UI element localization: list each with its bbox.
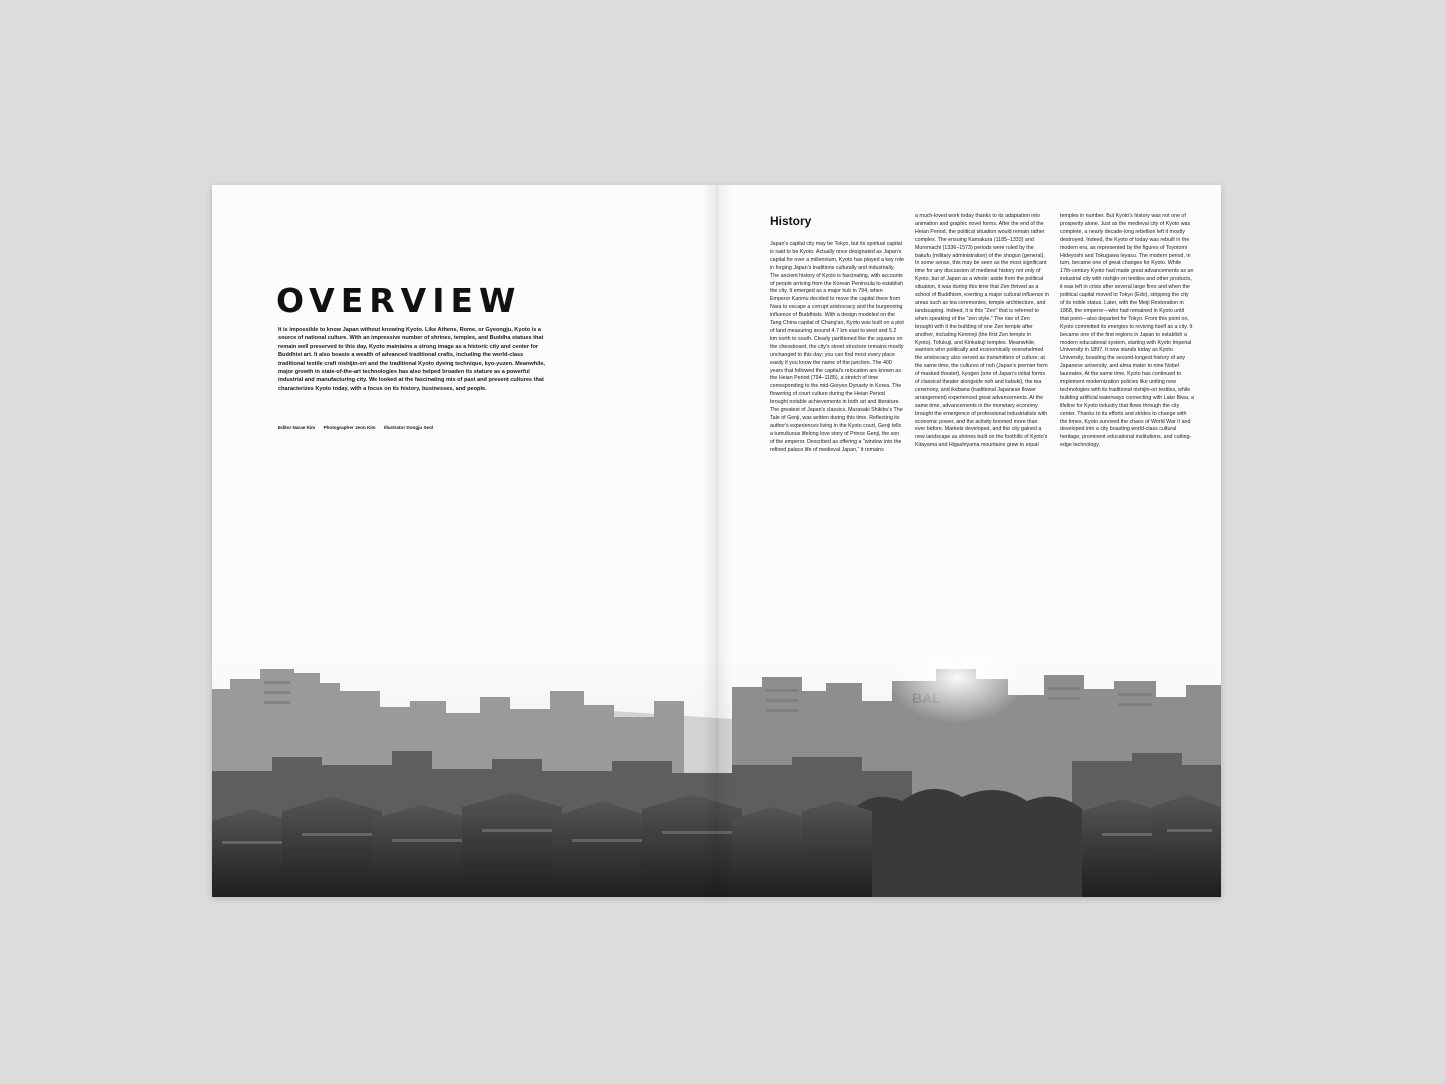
- history-column-2: a much-loved work today thanks to its adaptation into animation and graphic novel forms. After the end of the Heian Period, the political situation would remain rather complex. The ensuing Kamakura (1185–1333) and Muromachi (1336–1573) periods were ruled by the bakufu (military administration) of the shogun (general). In some sense, this may be seen as the most significant time for any discussion of medieval history not only of Kyoto, but of Japan as a whole: aside from the political situation, it was during this time that Zen thrived as a school of Buddhism, exerting a major cultural influence in areas such as tea ceremonies, temple architecture, and landscaping. Indeed, it is this "Zen" that is referred to when speaking of the "zen style." The rise of Zen brought with it the building of one Zen temple after another, including Kenninji (the first Zen temple in Kyoto), Tofukuji, and Kinkakuji temples. Meanwhile, warriors who politically and economically overwhelmed the aristocracy also served as transmitters of culture; at the same time, the cultures of noh (Japan's premier form of masked theater), kyogen (one of Japan's initial forms of classical theater alongside noh and kabuki), the tea ceremony, and ikebana (traditional Japanese flower arrangement) experienced great advancements. At the same time, advancements in the monetary economy brought the emergence of professional industrialists with economic power, and the activity boomed more than ever before. Markets developed, and the city gained a new landscape as shrines built on the foothills of Kyoto's Kitayama and Higashiyama mountains grew to equal: [915, 213, 1049, 449]
- credits-line: [278, 425, 548, 430]
- history-column-3: temples in number. But Kyoto's history was not one of prosperity alone. Just as the medieval city of Kyoto was complete, a nearly decade-long rebellion left it mostly destroyed. Indeed, the Kyoto of today was rebuilt in the modern era, as represented by the figures of Toyotomi Hideyoshi and Tokugawa Ieyasu. The modern period, in turn, became one of great changes for Kyoto. While 17th-century Kyoto had made great advancements as an industrial city with nishijin-ori textiles and other products, it was left in crisis after several large fires and when the political capital moved to Tokyo (Edo), stripping the city of its noble status. Later, with the Meiji Restoration in 1868, the emperor—who had remained in Kyoto until that point—also departed for Tokyo. From this point on, Kyoto committed its energies to reviving itself as a city. It became one of the first regions in Japan to establish a modern educational system, starting with Kyoto Imperial University in 1897. It now stands today as Kyoto University, boasting the second-longest history of any Japanese university, and alma mater to nine Nobel laureates. At the same time, Kyoto has continued to implement modernization policies like uniting new technologies with its traditional nishijin-ori textiles, while building artificial waterways connecting with Lake Biwa, a lifeline for Kyoto industry that flows through the city center. Thanks to its efforts and strides to change with the times, Kyoto survived the chaos of World War II and developed into a city boasting world-class cultural heritage, prominent educational institutions, and cutting-edge technology.: [1060, 213, 1194, 449]
- page-title: OVERVIEW: [276, 281, 522, 320]
- section-heading-history: History: [770, 214, 812, 228]
- intro-paragraph: It is impossible to know Japan without knowing Kyoto. Like Athens, Rome, or Gyeongju, Kyoto is a source of national culture. With an impressive number of shrines, temples, and Buddha statues that remain well preserved to this day, Kyoto maintains a strong image as a historic city and center for Buddhist art. It also boasts a wealth of advanced traditional crafts, including the world-class traditional textile craft nishijin-ori and the traditional Kyoto dyeing technique, kyo-yuzen. Meanwhile, major growth in state-of-the-art technologies has also helped broaden its stature as a powerful industrial and manufacturing city. We looked at the fascinating mix of past and present cultures that characterizes Kyoto today, with a focus on its history, businesses, and people.: [278, 327, 545, 392]
- credit-editor: Editor Narae Kim: [278, 425, 316, 430]
- magazine-spread: [212, 185, 1221, 897]
- credit-illustrator: Illustrator Dongju Seol: [383, 425, 434, 430]
- credit-photographer: Photographer Jeon Kim: [323, 425, 376, 430]
- history-column-1: Japan's capital city may be Tokyo, but its spiritual capital is said to be Kyoto. Actually once designated as Japan's capital for over a millennium, Kyoto has played a key role in forging Japan's traditions culturally and industrially. The ancient history of Kyoto is fascinating, with accounts of people arriving from the Korean Peninsula to establish the city. It emerged as a major hub in 794, when Emperor Kanmu decided to move the capital there from Nara to escape a corrupt aristocracy and the burgeoning influence of Buddhists. With a design modeled on the Tang China capital of Chang'an, Kyoto was built on a plot of land measuring around 4.7 km east to west and 5.2 km north to south. Clearly partitioned like the squares on the chessboard, the city's street structure remains mostly unchanged to this day; you can find most every place easily if you know the name of the junction. The 400 years that followed the capital's relocation are known as the Heian Period (794–1185), a stretch of time corresponding to the mid-Goryeo Dynasty in Korea. The flowering of court culture during the Heian Period brought notable achievements in both art and literature. The greatest of Japan's classics, Murasaki Shikibu's The Tale of Genji, was written during this time. Reflecting its author's experiences living in the Kyoto court, Genji tells a tumultuous lifelong love story of Prince Genji, the son of the emperor. Described as offering a "window into the refined palace life of medieval Japan," it remains: [770, 241, 904, 453]
- skyline-illustration: [212, 661, 1221, 897]
- city-skyline-photo: [212, 661, 1221, 897]
